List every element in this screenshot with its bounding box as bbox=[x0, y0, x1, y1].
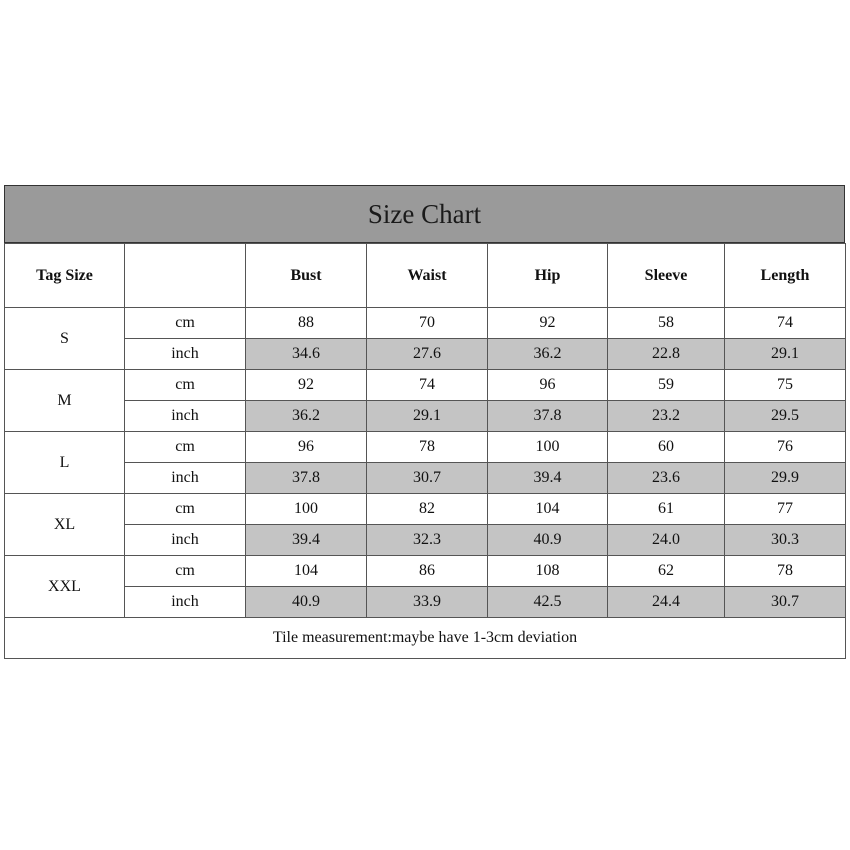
bust-inch-cell: 36.2 bbox=[246, 401, 367, 432]
bust-cm-cell: 100 bbox=[246, 494, 367, 525]
table-row bbox=[5, 370, 846, 401]
length-cm-cell: 74 bbox=[725, 308, 846, 339]
hip-cm-cell: 100 bbox=[488, 432, 608, 463]
unit-inch-label: inch bbox=[125, 463, 246, 494]
table-row bbox=[5, 401, 846, 432]
waist-cm-cell: 74 bbox=[367, 370, 488, 401]
size-table bbox=[4, 243, 846, 659]
header-hip: Hip bbox=[488, 244, 608, 308]
header-row bbox=[5, 244, 846, 308]
unit-inch-label: inch bbox=[125, 587, 246, 618]
bust-inch-cell: 39.4 bbox=[246, 525, 367, 556]
unit-inch-label: inch bbox=[125, 525, 246, 556]
header-unit bbox=[125, 244, 246, 308]
table-row bbox=[5, 463, 846, 494]
header-waist: Waist bbox=[367, 244, 488, 308]
bust-cm-cell: 104 bbox=[246, 556, 367, 587]
header-bust: Bust bbox=[246, 244, 367, 308]
header-sleeve: Sleeve bbox=[608, 244, 725, 308]
length-cm-cell: 78 bbox=[725, 556, 846, 587]
hip-inch-cell: 42.5 bbox=[488, 587, 608, 618]
waist-inch-cell: 30.7 bbox=[367, 463, 488, 494]
header-length: Length bbox=[725, 244, 846, 308]
waist-cm-cell: 70 bbox=[367, 308, 488, 339]
hip-inch-cell: 37.8 bbox=[488, 401, 608, 432]
hip-cm-cell: 96 bbox=[488, 370, 608, 401]
size-chart bbox=[4, 185, 845, 659]
unit-cm-label: cm bbox=[125, 370, 246, 401]
sleeve-cm-cell: 59 bbox=[608, 370, 725, 401]
hip-inch-cell: 36.2 bbox=[488, 339, 608, 370]
unit-inch-label: inch bbox=[125, 401, 246, 432]
bust-inch-cell: 40.9 bbox=[246, 587, 367, 618]
table-row bbox=[5, 587, 846, 618]
bust-cm-cell: 92 bbox=[246, 370, 367, 401]
measurement-note: Tile measurement:maybe have 1-3cm deviation bbox=[5, 618, 846, 659]
waist-inch-cell: 32.3 bbox=[367, 525, 488, 556]
tag-size-cell: M bbox=[5, 370, 125, 432]
sleeve-inch-cell: 24.0 bbox=[608, 525, 725, 556]
hip-cm-cell: 92 bbox=[488, 308, 608, 339]
sleeve-inch-cell: 24.4 bbox=[608, 587, 725, 618]
length-inch-cell: 29.9 bbox=[725, 463, 846, 494]
header-tag-size: Tag Size bbox=[5, 244, 125, 308]
table-row bbox=[5, 308, 846, 339]
length-cm-cell: 75 bbox=[725, 370, 846, 401]
tag-size-cell: XXL bbox=[5, 556, 125, 618]
waist-inch-cell: 27.6 bbox=[367, 339, 488, 370]
hip-inch-cell: 40.9 bbox=[488, 525, 608, 556]
length-inch-cell: 30.7 bbox=[725, 587, 846, 618]
table-row bbox=[5, 525, 846, 556]
unit-inch-label: inch bbox=[125, 339, 246, 370]
waist-cm-cell: 86 bbox=[367, 556, 488, 587]
length-inch-cell: 29.1 bbox=[725, 339, 846, 370]
sleeve-inch-cell: 23.2 bbox=[608, 401, 725, 432]
bust-inch-cell: 37.8 bbox=[246, 463, 367, 494]
table-row bbox=[5, 432, 846, 463]
table-row bbox=[5, 339, 846, 370]
length-cm-cell: 77 bbox=[725, 494, 846, 525]
hip-inch-cell: 39.4 bbox=[488, 463, 608, 494]
waist-cm-cell: 82 bbox=[367, 494, 488, 525]
hip-cm-cell: 108 bbox=[488, 556, 608, 587]
table-row bbox=[5, 494, 846, 525]
note-row bbox=[5, 618, 846, 659]
waist-cm-cell: 78 bbox=[367, 432, 488, 463]
table-row bbox=[5, 556, 846, 587]
length-inch-cell: 30.3 bbox=[725, 525, 846, 556]
unit-cm-label: cm bbox=[125, 494, 246, 525]
chart-title: Size Chart bbox=[4, 185, 845, 243]
sleeve-inch-cell: 23.6 bbox=[608, 463, 725, 494]
waist-inch-cell: 29.1 bbox=[367, 401, 488, 432]
bust-inch-cell: 34.6 bbox=[246, 339, 367, 370]
sleeve-cm-cell: 62 bbox=[608, 556, 725, 587]
unit-cm-label: cm bbox=[125, 556, 246, 587]
tag-size-cell: L bbox=[5, 432, 125, 494]
tag-size-cell: S bbox=[5, 308, 125, 370]
length-inch-cell: 29.5 bbox=[725, 401, 846, 432]
tag-size-cell: XL bbox=[5, 494, 125, 556]
sleeve-cm-cell: 58 bbox=[608, 308, 725, 339]
hip-cm-cell: 104 bbox=[488, 494, 608, 525]
length-cm-cell: 76 bbox=[725, 432, 846, 463]
sleeve-inch-cell: 22.8 bbox=[608, 339, 725, 370]
unit-cm-label: cm bbox=[125, 308, 246, 339]
sleeve-cm-cell: 61 bbox=[608, 494, 725, 525]
waist-inch-cell: 33.9 bbox=[367, 587, 488, 618]
unit-cm-label: cm bbox=[125, 432, 246, 463]
sleeve-cm-cell: 60 bbox=[608, 432, 725, 463]
bust-cm-cell: 96 bbox=[246, 432, 367, 463]
bust-cm-cell: 88 bbox=[246, 308, 367, 339]
